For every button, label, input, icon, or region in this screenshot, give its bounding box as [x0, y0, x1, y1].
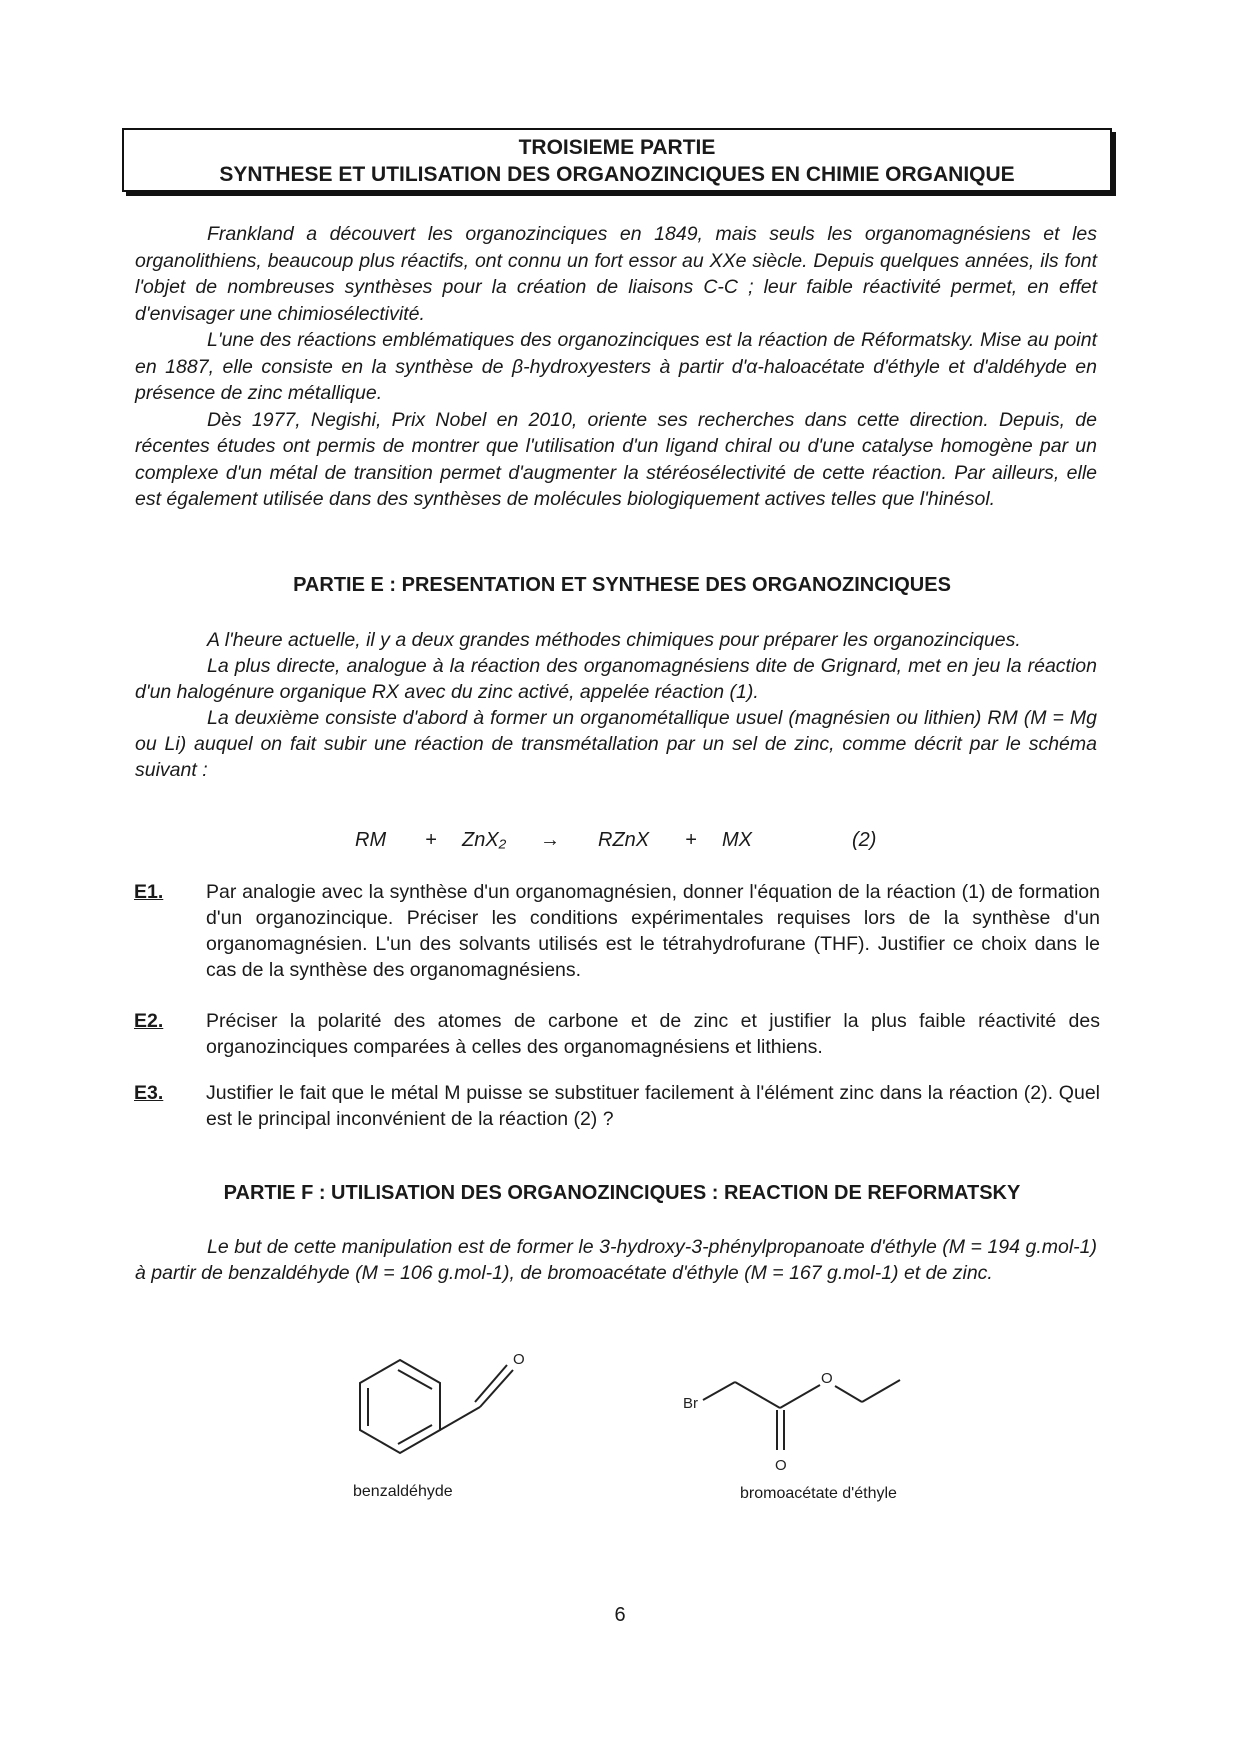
section-e-heading: PARTIE E : PRESENTATION ET SYNTHESE DES ORGANOZINCIQUES: [293, 574, 951, 596]
question-text: Préciser la polarité des atomes de carbone et de zinc et justifier la plus faible réactivité des organozinciques comparées à celles des organomagnésiens et lithiens.: [206, 1010, 1100, 1058]
section-e-paragraph-3: La deuxième consiste d'abord à former un organométallique usuel (magnésien ou lithien) RM (M = Mg ou Li) auquel on fait subir une réaction de transmétallation par un sel de zinc, comme décrit par le schéma suivant :: [135, 707, 1097, 781]
carbonyl-oxygen-label: O: [775, 1457, 787, 1474]
equation-arrow: →: [540, 829, 560, 851]
equation-number: (2): [852, 829, 877, 851]
question-e2: [134, 1008, 1100, 1060]
question-label: E1.: [134, 881, 164, 903]
ring-double-bond: [398, 1370, 432, 1389]
bromoacetate-caption: bromoacétate d'éthyle: [740, 1485, 897, 1502]
part-subtitle: SYNTHESE ET UTILISATION DES ORGANOZINCIQUES EN CHIMIE ORGANIQUE: [219, 163, 1015, 186]
section-e-paragraph-2: La plus directe, analogue à la réaction des organomagnésiens dite de Grignard, met en jeu la réaction d'un halogénure organique RX avec du zinc activé, appelée réaction (1).: [135, 655, 1097, 703]
section-f-heading: PARTIE F : UTILISATION DES ORGANOZINCIQUES : REACTION DE REFORMATSKY: [223, 1182, 1021, 1204]
question-text: Par analogie avec la synthèse d'un organomagnésien, donner l'équation de la réaction (1) de formation d'un organozincique. Préciser les conditions expérimentales requises lors de la synthèse d'un organomagnésien. L'un des solvants utilisés est le tétrahydrofurane (THF). Justifier ce choix dans le cas de la synthèse des organomagnésiens.: [206, 881, 1100, 981]
carbonyl-ester-bond: [780, 1385, 820, 1408]
equation-reactant-rm: RM: [355, 829, 387, 851]
equation-product-rznx: RZnX: [598, 829, 650, 851]
benzaldehyde-oxygen-label: O: [513, 1351, 525, 1368]
page-number: 6: [614, 1604, 626, 1626]
benzaldehyde-caption: benzaldéhyde: [353, 1483, 453, 1500]
question-text: Justifier le fait que le métal M puisse se substituer facilement à l'élément zinc dans la réaction (2). Quel est le principal inconvénient de la réaction (2) ?: [206, 1082, 1100, 1130]
intro-paragraph-2: L'une des réactions emblématiques des organozinciques est la réaction de Réformatsky. Mise au point en 1887, elle consiste en la synthèse de β-hydroxyesters à partir d'α-haloacétate d'éthyle et d'aldéhyde en présence de zinc métallique.: [135, 329, 1097, 404]
ch2-carbonyl-bond: [735, 1382, 780, 1408]
question-e1: [134, 879, 1100, 983]
section-f-paragraph-1: Le but de cette manipulation est de former le 3-hydroxy-3-phénylpropanoate d'éthyle (M = 194 g.mol-1) à partir de benzaldéhyde (M = 106 g.mol-1), de bromoacétate d'éthyle (M = 167 g.mol-1) et de zinc.: [135, 1236, 1097, 1284]
ring-double-bond: [398, 1425, 432, 1444]
question-label: E3.: [134, 1082, 164, 1104]
question-label: E2.: [134, 1010, 164, 1032]
ring-to-carbonyl-bond: [440, 1407, 480, 1430]
benzene-ring: [360, 1360, 440, 1453]
title-box: [122, 128, 1112, 192]
equation-reactant-znx2: ZnX₂: [462, 829, 507, 851]
bromine-label: Br: [683, 1395, 698, 1412]
ester-oxygen-label: O: [821, 1370, 833, 1387]
equation-plus-1: +: [425, 829, 437, 851]
section-e-paragraph-1: A l'heure actuelle, il y a deux grandes méthodes chimiques pour préparer les organozinciques.: [207, 629, 1021, 651]
intro-paragraph-3: Dès 1977, Negishi, Prix Nobel en 2010, oriente ses recherches dans cette direction. Depuis, de récentes études ont permis de montrer que l'utilisation d'un ligand chiral ou d'une catalyse homogène par un complexe d'un métal de transition permet d'augmenter la stéréosélectivité de cette réaction. Par ailleurs, elle est également utilisée dans des synthèses de molécules biologiquement actives telles que l'hinésol.: [135, 408, 1097, 510]
ester-ethyl-bond: [835, 1386, 862, 1402]
part-title: TROISIEME PARTIE: [518, 136, 716, 159]
carbonyl-double-bond: [480, 1370, 513, 1407]
equation-plus-2: +: [685, 829, 697, 851]
intro-paragraph-1: Frankland a découvert les organozinciques en 1849, mais seuls les organomagnésiens et les organolithiens, beaucoup plus réactifs, ont connu un fort essor au XXe siècle. Depuis quelques années, ils font l'objet de nombreuses synthèses pour la création de liaisons C-C ; leur faible réactivité permet, en effet d'envisager une chimiosélectivité.: [135, 223, 1097, 325]
equation-product-mx: MX: [722, 829, 752, 851]
ethyl-bond: [862, 1380, 900, 1402]
section-e-text: [135, 627, 1097, 783]
br-ch2-bond: [703, 1382, 735, 1400]
section-f-text: [135, 1234, 1097, 1286]
question-e3: [134, 1080, 1100, 1132]
intro-text: [135, 221, 1097, 513]
